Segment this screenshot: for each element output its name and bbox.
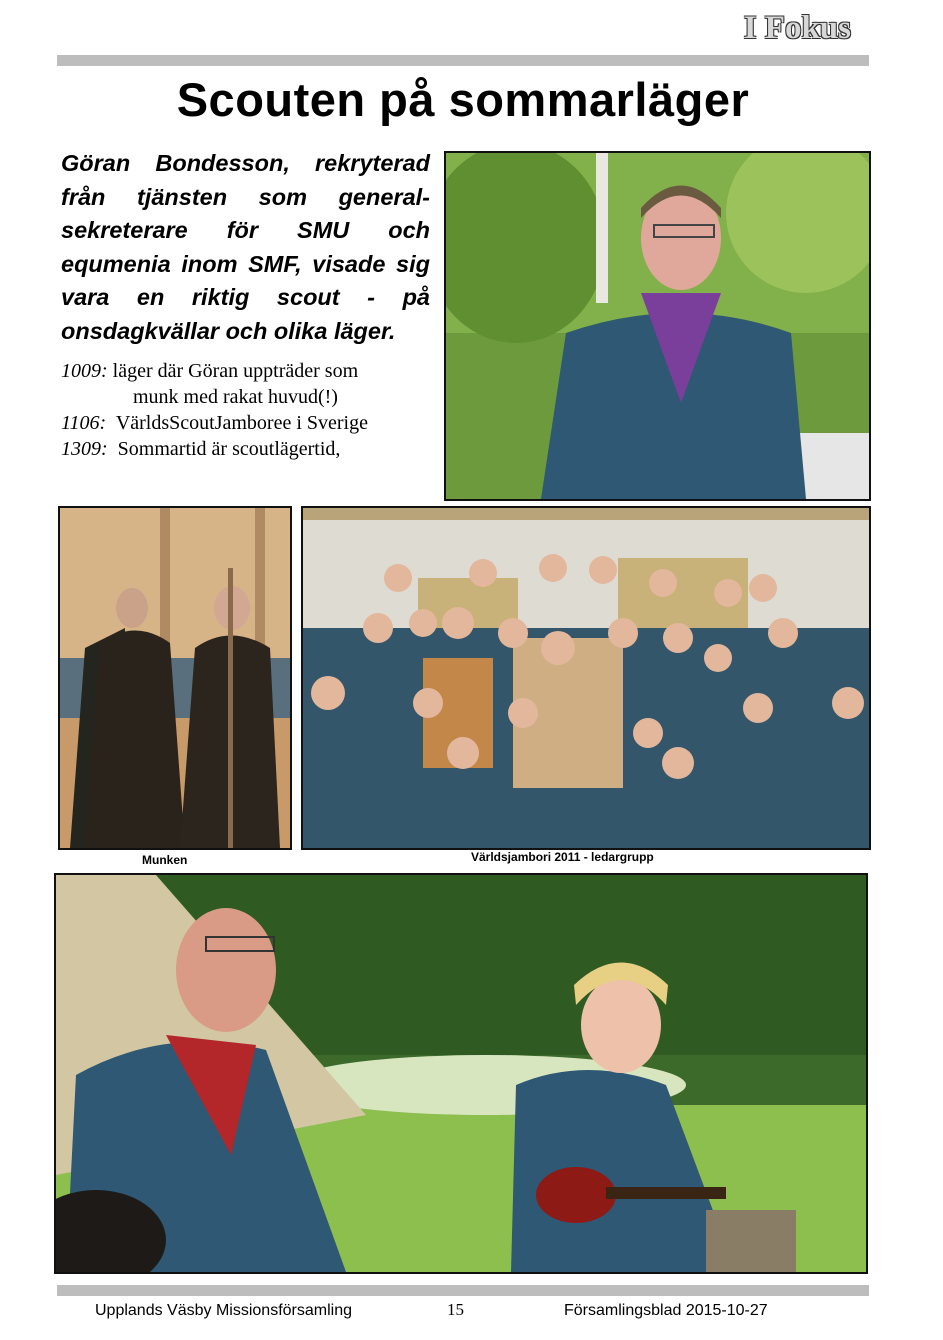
- footer-organization: Upplands Väsby Missionsförsamling: [95, 1302, 352, 1319]
- reference-code: 1009:: [61, 360, 108, 382]
- reference-text-continued: munk med rakat huvud(!): [133, 386, 338, 408]
- reference-text: VärldsScoutJamboree i Sverige: [115, 412, 368, 434]
- top-rule: [57, 55, 869, 66]
- bottom-rule: [57, 1285, 869, 1296]
- group-photo: [301, 506, 871, 850]
- monk-photo: [58, 506, 292, 850]
- reference-code: 1106:: [61, 412, 107, 434]
- footer-issue: Församlingsblad 2015-10-27: [564, 1302, 768, 1319]
- ukulele-photo: [54, 873, 868, 1274]
- page-number: 15: [447, 1300, 464, 1319]
- reference-item: [61, 436, 441, 462]
- reference-item: [61, 358, 441, 410]
- reference-list: [61, 358, 441, 462]
- reference-text: Sommartid är scoutlägertid,: [117, 438, 341, 460]
- section-label: I Fokus: [743, 10, 851, 46]
- reference-text: läger där Göran uppträder som: [112, 360, 359, 382]
- article-lead: Göran Bondesson, rekryterad från tjänsten som general-sekreterare för SMU och equmenia inom SMF, visade sig vara en riktig scout - på onsdagkvällar och olika läger.: [61, 150, 430, 344]
- portrait-photo: [444, 151, 871, 501]
- monk-photo-caption: Munken: [142, 853, 188, 867]
- reference-item: [61, 410, 441, 436]
- article-title: Scouten på sommarläger: [176, 73, 750, 126]
- group-photo-caption: Världsjambori 2011 - ledargrupp: [471, 850, 654, 864]
- reference-code: 1309:: [61, 438, 108, 460]
